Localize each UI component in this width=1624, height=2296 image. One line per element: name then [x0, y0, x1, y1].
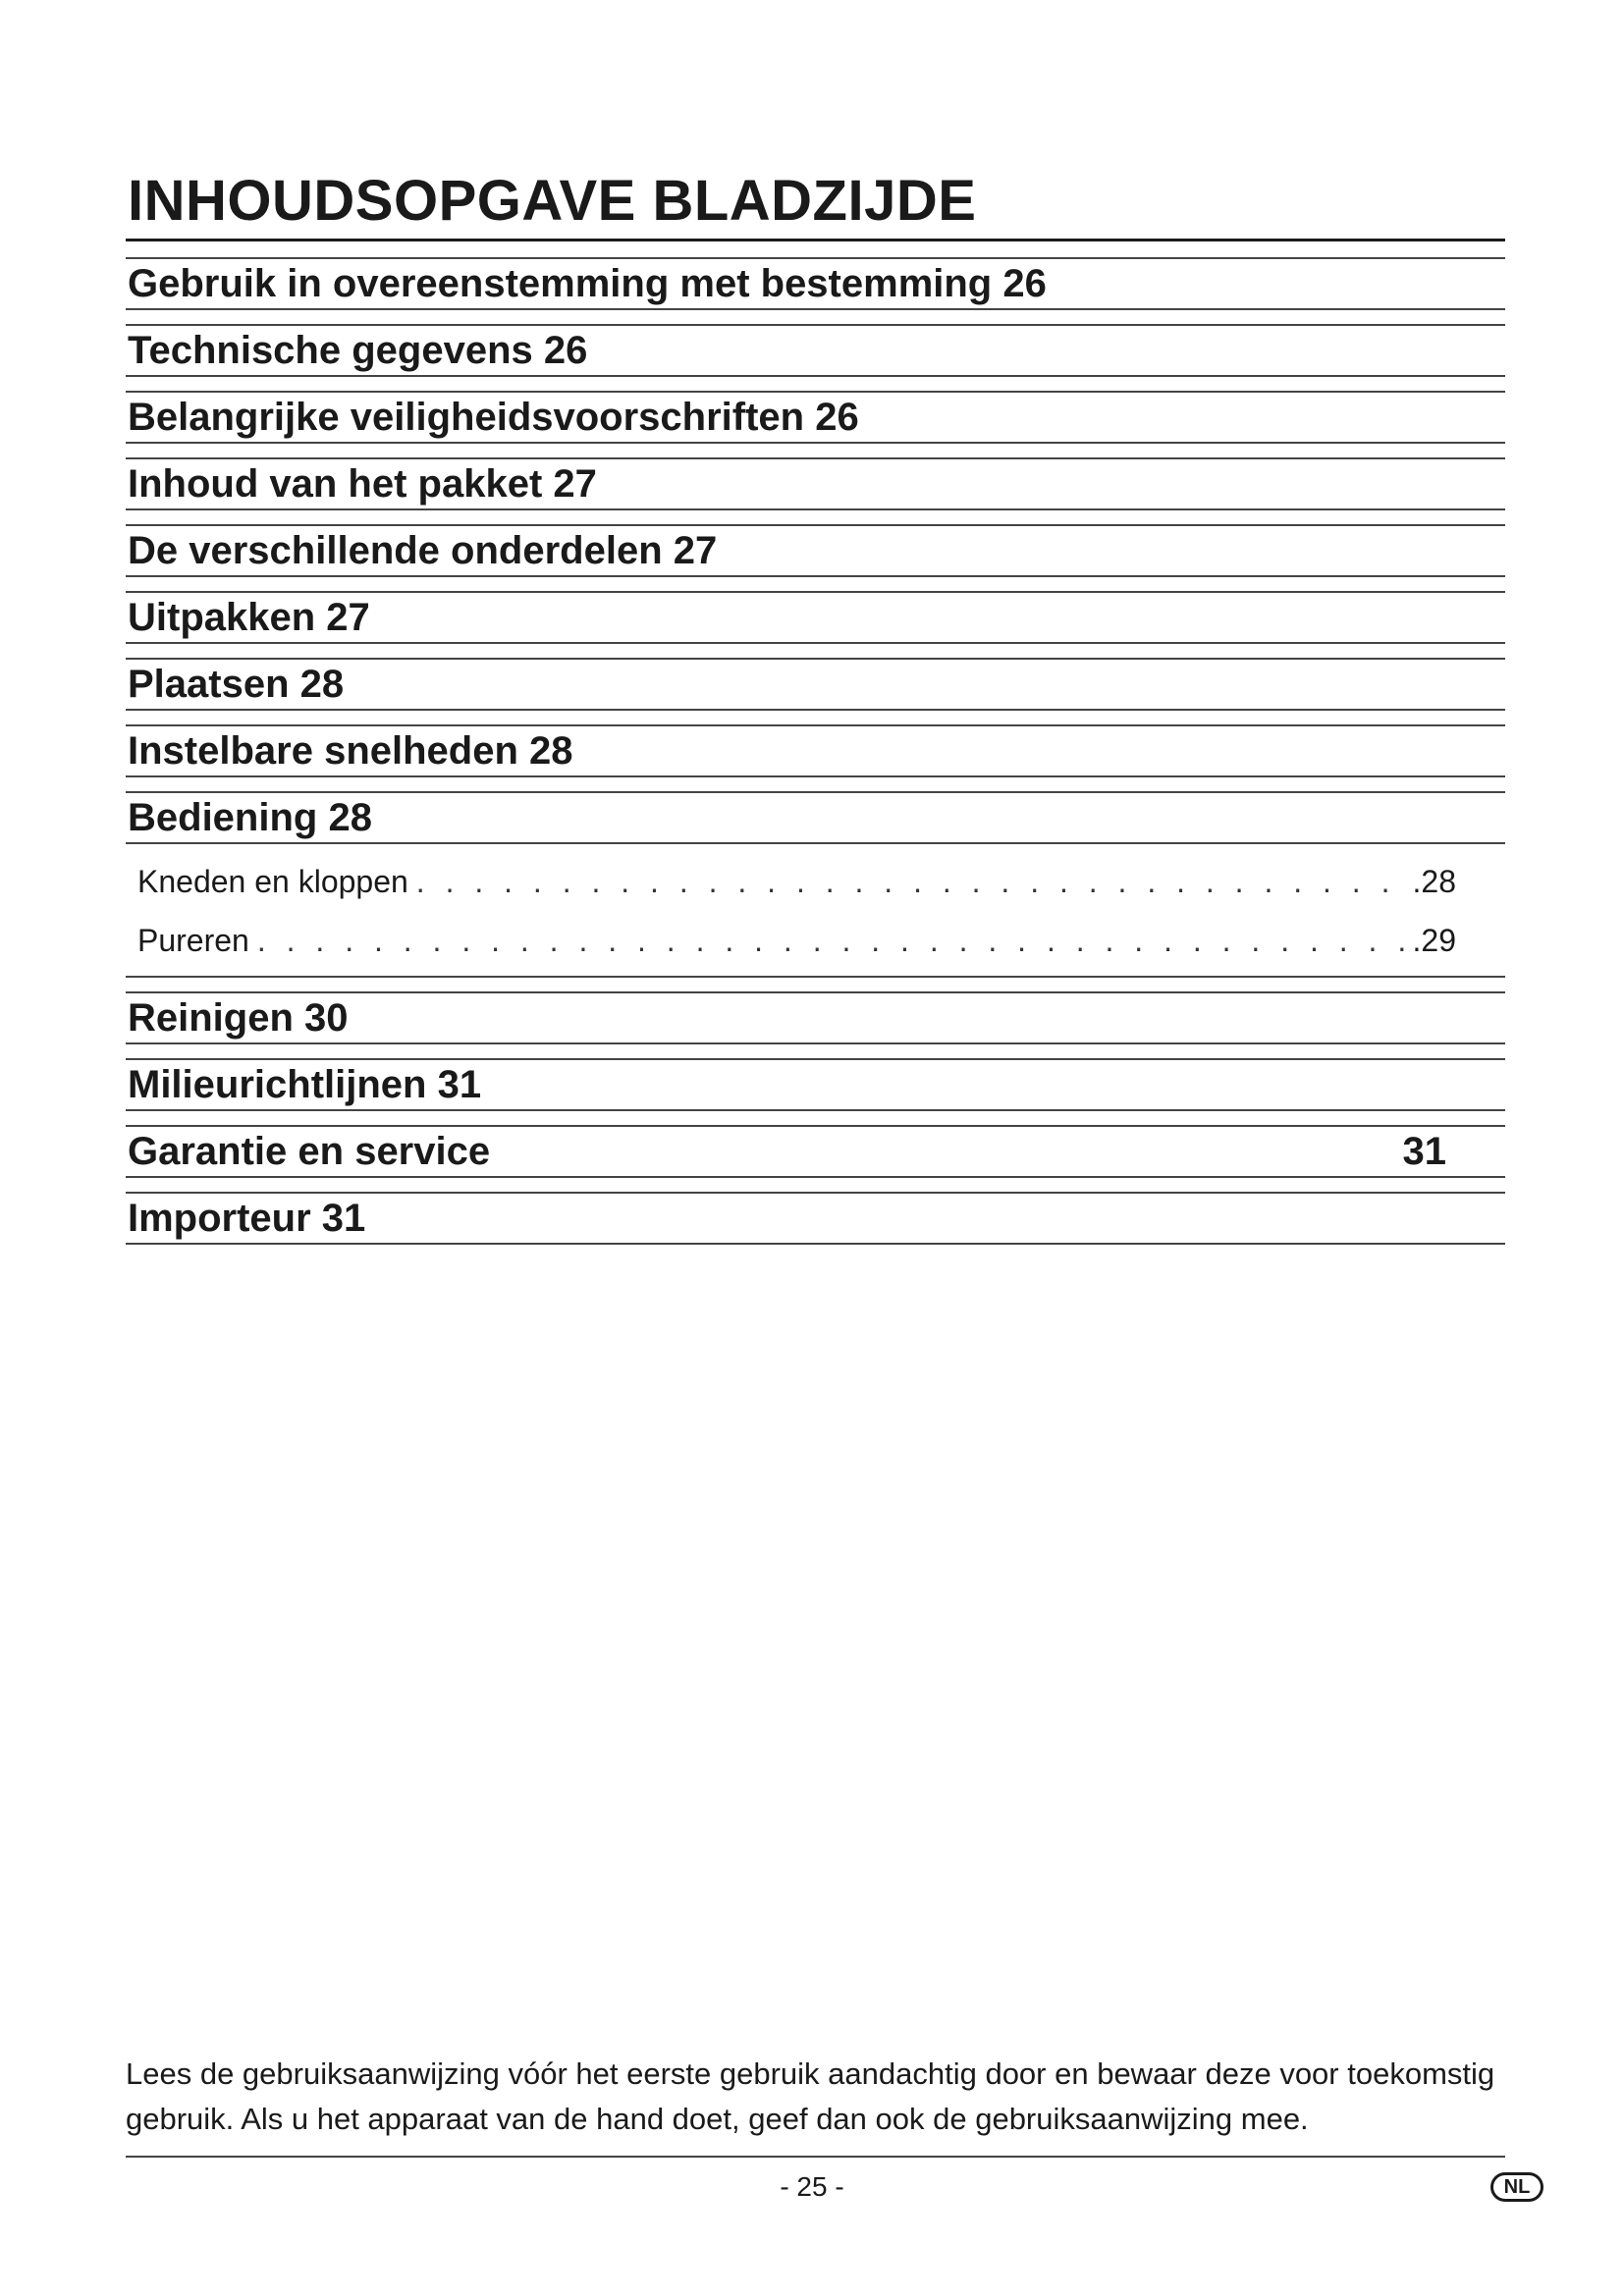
toc-entry[interactable]	[126, 724, 1505, 777]
toc-entry[interactable]	[126, 391, 1505, 444]
toc-subentry[interactable]	[126, 911, 1505, 970]
toc-entry[interactable]	[126, 457, 1505, 510]
toc-subentry-label: Pureren	[137, 923, 249, 958]
toc-entry-label: Gebruik in overeenstemming met bestemming 26	[128, 262, 1047, 305]
language-badge: NL	[1490, 2172, 1543, 2202]
footer-divider	[126, 2156, 1505, 2158]
toc-entry-label: Uitpakken 27	[128, 596, 370, 639]
toc-entry[interactable]	[126, 591, 1505, 644]
toc-subentries	[126, 842, 1505, 978]
toc-subentry-label: Kneden en kloppen	[137, 864, 408, 899]
toc-entry[interactable]	[126, 1192, 1505, 1245]
toc-entry-label: Reinigen 30	[128, 996, 349, 1040]
toc-entry-label: Belangrijke veiligheidsvoorschriften 26	[128, 396, 859, 439]
toc-entry[interactable]	[126, 791, 1505, 842]
toc-subentry[interactable]	[126, 852, 1505, 911]
title-divider	[126, 239, 1505, 241]
toc-entry[interactable]	[126, 658, 1505, 711]
toc-entry[interactable]	[126, 991, 1505, 1044]
toc-entry-label: Importeur 31	[128, 1197, 366, 1240]
toc-entry-page: 31	[1402, 1130, 1446, 1173]
toc-entry-label: Bediening 28	[128, 796, 372, 839]
page-number: - 25 -	[780, 2171, 844, 2202]
toc-entry[interactable]	[126, 1058, 1505, 1111]
toc-entry[interactable]	[126, 524, 1505, 577]
table-of-contents	[126, 257, 1505, 1258]
toc-entry-label: Inhoud van het pakket 27	[128, 462, 597, 506]
toc-entry-label: Plaatsen 28	[128, 663, 345, 706]
toc-subentry-page: .28	[1412, 864, 1456, 899]
toc-entry-label: Garantie en service	[128, 1130, 491, 1173]
toc-entry-label: Instelbare snelheden 28	[128, 729, 573, 773]
toc-entry-label: De verschillende onderdelen 27	[128, 529, 718, 572]
toc-entry[interactable]	[126, 257, 1505, 310]
page-title: INHOUDSOPGAVE BLADZIJDE	[128, 169, 977, 233]
toc-subentry-page: .29	[1412, 923, 1456, 958]
dot-leader	[257, 911, 1405, 970]
toc-entry-label: Milieurichtlijnen 31	[128, 1063, 482, 1106]
toc-entry-label: Technische gegevens 26	[128, 329, 588, 372]
dot-leader	[416, 852, 1405, 911]
footer-note: Lees de gebruiksaanwijzing vóór het eerste gebruik aandachtig door en bewaar deze voor toekomstig gebruik. Als u het apparaat van de hand doet, geef dan ook de gebruiksaanwijzing mee.	[126, 2056, 1495, 2136]
toc-entry[interactable]	[126, 324, 1505, 377]
toc-entry[interactable]	[126, 1125, 1505, 1178]
